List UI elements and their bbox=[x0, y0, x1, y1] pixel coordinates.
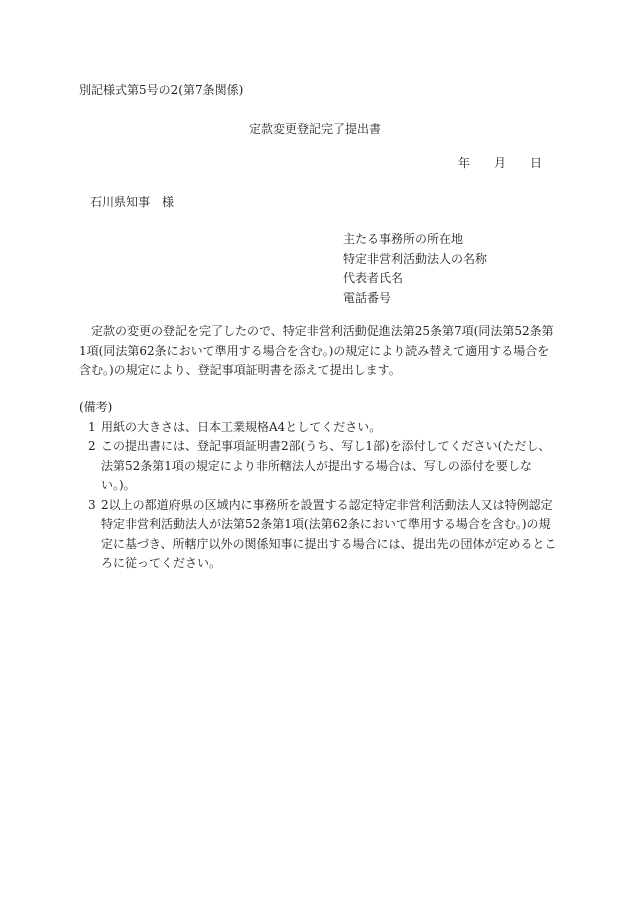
field-representative-name: 代表者氏名 bbox=[343, 271, 404, 285]
field-office-address: 主たる事務所の所在地 bbox=[343, 232, 464, 246]
note-item bbox=[79, 496, 559, 574]
note-number: 3 bbox=[88, 497, 96, 512]
note-item bbox=[79, 418, 559, 438]
addressee-name: 石川県知事 bbox=[90, 195, 151, 209]
document-title: 定款変更登記完了提出書 bbox=[248, 122, 381, 136]
form-reference: 別記様式第5号の2(第7条関係) bbox=[79, 83, 244, 97]
note-text: 用紙の大きさは、日本工業規格A4としてください。 bbox=[101, 419, 382, 434]
note-text: この提出書には、登記事項証明書2部(うち、写し1部)を添付してください(ただし、法第52条第1項の規定により非所轄法人が提出する場合は、写しの添付を要しない。)。 bbox=[101, 439, 551, 492]
body-text: 定款の変更の登記を完了したので、特定非営利活動促進法第25条第7項(同法第52条第1項(同法第62条において準用する場合を含む。)の規定により読み替えて適用する場合を含む。)の規定により、登記事項証明書を添えて提出します。 bbox=[79, 324, 554, 377]
addressee-honorific: 様 bbox=[162, 195, 175, 209]
note-number: 1 bbox=[88, 419, 96, 434]
note-text: 2以上の都道府県の区域内に事務所を設置する認定特定非営利活動法人又は特例認定特定非営利活動法人が法第52条第1項(法第62条において準用する場合を含む。)の規定に基づき、所轄庁以外の関係知事に提出する場合には、提出先の団体が定めるところに従ってください。 bbox=[101, 497, 557, 570]
note-item bbox=[79, 437, 559, 496]
date-year-label: 年 bbox=[458, 156, 471, 170]
date-month-label: 月 bbox=[494, 156, 507, 170]
field-phone-number: 電話番号 bbox=[343, 290, 392, 305]
field-corporation-name: 特定非営利活動法人の名称 bbox=[343, 251, 488, 266]
date-day-label: 日 bbox=[530, 156, 543, 170]
addressee bbox=[90, 194, 174, 211]
date-line bbox=[458, 155, 542, 172]
notes-heading: (備考) bbox=[79, 400, 113, 414]
notes-section bbox=[79, 398, 559, 574]
body-paragraph bbox=[79, 322, 559, 381]
note-number: 2 bbox=[88, 439, 96, 453]
applicant-fields bbox=[343, 230, 487, 308]
